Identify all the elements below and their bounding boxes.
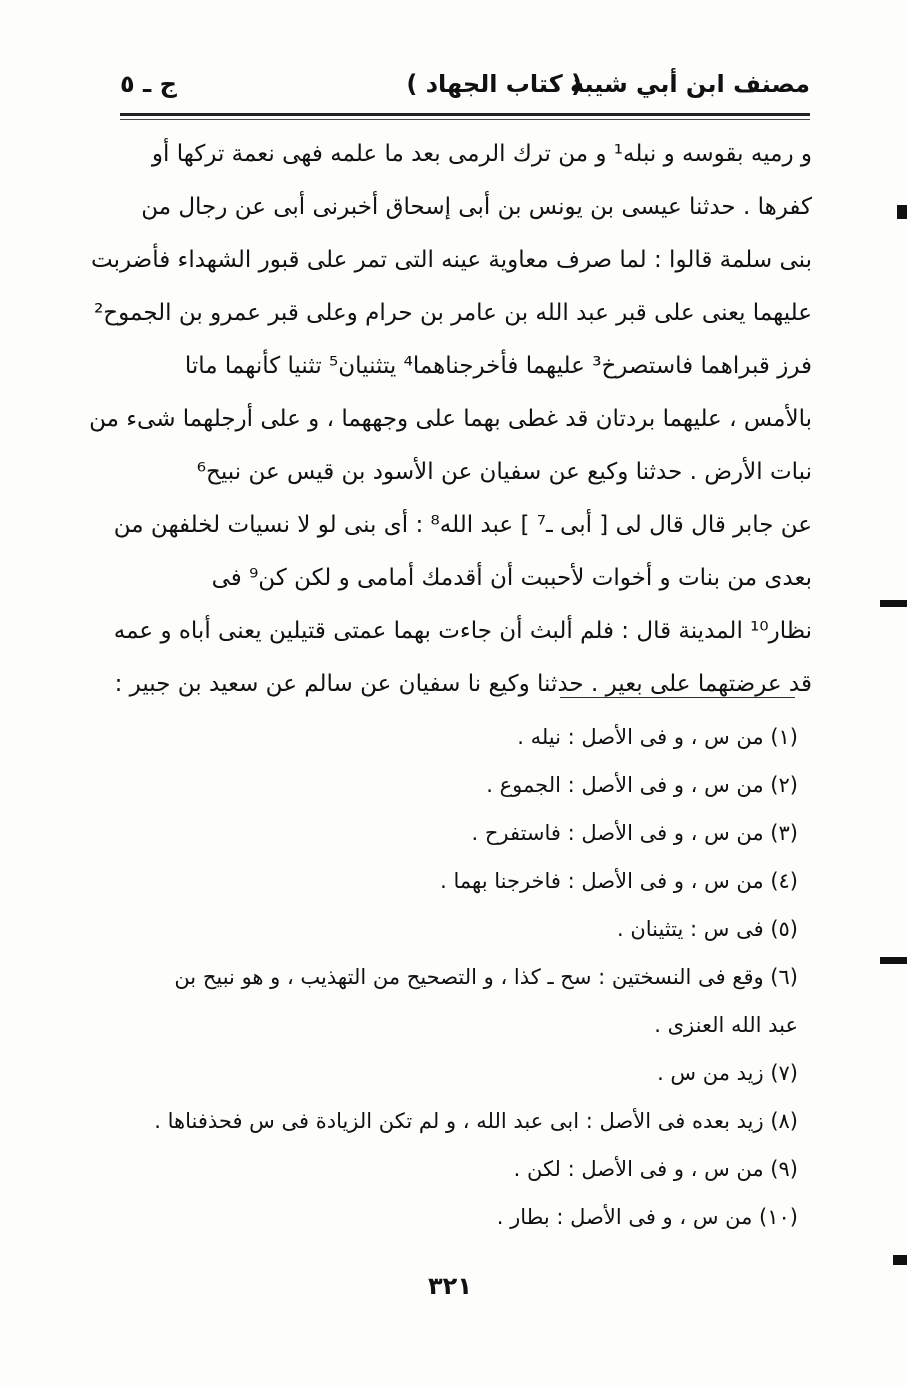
- header-rule-thin: [120, 119, 810, 120]
- footnote-continuation: عبد الله العنزى .: [654, 1013, 798, 1037]
- footnote: (١) من س ، و فى الأصل : نيله .: [517, 725, 798, 749]
- page-number: ٣٢١: [428, 1272, 472, 1300]
- scan-mark: [897, 205, 907, 219]
- footnote: (٩) من س ، و فى الأصل : لكن .: [513, 1157, 798, 1181]
- section-title: ( كتاب الجهاد ): [406, 70, 582, 98]
- text-line: فرز قبراهما فاستصرخ³ عليهما فأخرجناهما⁴ يتثنيان⁵ تثنيا كأنهما ماتا: [184, 353, 812, 379]
- text-line: عليهما يعنى على قبر عبد الله بن عامر بن حرام وعلى قبر عمرو بن الجموح²: [94, 300, 812, 326]
- scan-mark: [893, 1255, 907, 1265]
- text-line: بنى سلمة قالوا : لما صرف معاوية عينه التى تمر على قبور الشهداء فأضربت: [90, 247, 812, 273]
- scan-mark: [880, 957, 907, 964]
- text-line: بعدى من بنات و أخوات لأحببت أن أقدمك أمامى و لكن كن⁹ فى: [211, 565, 812, 591]
- main-text: [89, 128, 812, 711]
- footnote: (٨) زيد بعده فى الأصل : ابى عبد الله ، و لم تكن الزيادة فى س فحذفناها .: [154, 1109, 798, 1133]
- text-line: بالأمس ، عليهما بردتان قد غطى بهما على وجههما ، و على أرجلهما شىء من: [89, 406, 812, 432]
- text-line: عن جابر قال قال لى [ أبى ـ⁷ ] عبد الله⁸ : أى بنى لو لا نسيات لخلفهن من: [113, 512, 812, 538]
- text-line: نبات الأرض . حدثنا وكيع عن سفيان عن الأسود بن قيس عن نبيح⁶: [196, 459, 812, 485]
- text-line: كفرها . حدثنا عيسى بن يونس بن أبى إسحاق أخبرنى أبى عن رجال من: [141, 194, 812, 220]
- book-title: مصنف ابن أبي شيبة: [569, 70, 810, 98]
- footnote: (٧) زيد من س .: [657, 1061, 798, 1085]
- footnote: (١٠) من س ، و فى الأصل : بطار .: [496, 1205, 798, 1229]
- footnote: (٣) من س ، و فى الأصل : فاستفرح .: [471, 821, 798, 845]
- header-rule: [120, 113, 810, 116]
- volume-label: ج ـ ٥: [120, 70, 177, 98]
- footnote: (٤) من س ، و فى الأصل : فاخرجنا بهما .: [440, 869, 798, 893]
- footnote-separator: [560, 697, 795, 698]
- footnotes: [118, 713, 798, 1241]
- text-line: قد عرضتهما على بعير . حدثنا وكيع نا سفيان عن سالم عن سعيد بن جبير :: [114, 671, 812, 697]
- page-header: [120, 62, 810, 112]
- footnote: (٦) وقع فى النسختين : سح ـ كذا ، و التصحيح من التهذيب ، و هو نبيح بن: [174, 965, 798, 989]
- footnote: (٢) من س ، و فى الأصل : الجموع .: [486, 773, 798, 797]
- text-line: نظار¹⁰ المدينة قال : فلم ألبث أن جاءت بهما عمتى قتيلين يعنى أباه و عمه: [113, 618, 812, 644]
- scan-mark: [880, 600, 907, 607]
- text-line: و رميه بقوسه و نبله¹ و من ترك الرمى بعد ما علمه فهى نعمة تركها أو: [151, 141, 812, 167]
- footnote: (٥) فى س : يتثينان .: [617, 917, 798, 941]
